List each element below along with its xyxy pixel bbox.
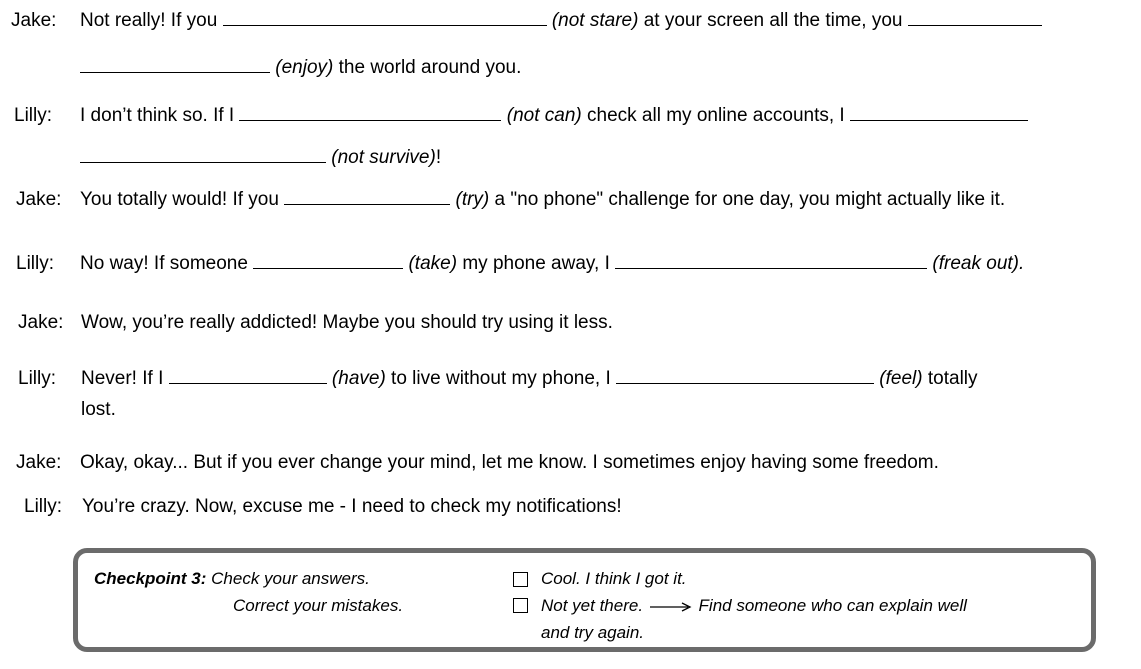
- answer-blank[interactable]: [80, 56, 270, 73]
- line-text: (not survive)!: [80, 146, 441, 170]
- speaker-label: Jake:: [11, 10, 57, 31]
- option-not-yet-continued: and try again.: [541, 623, 645, 642]
- line-text: No way! If someone (take) my phone away, I (freak out).: [80, 253, 1025, 274]
- arrow-right-icon: [648, 601, 694, 613]
- verb-hint: (feel): [879, 368, 923, 389]
- speaker-label: Lilly:: [18, 368, 57, 389]
- answer-blank[interactable]: [223, 9, 547, 26]
- answer-blank[interactable]: [239, 104, 501, 121]
- verb-hint: (have): [331, 368, 386, 389]
- speaker-label: Jake:: [16, 189, 62, 210]
- speaker-label: Jake:: [18, 312, 64, 333]
- answer-blank[interactable]: [253, 252, 403, 269]
- line-text: You’re crazy. Now, excuse me - I need to check my notifications!: [82, 496, 622, 517]
- checkpoint-instruction: Correct your mistakes.: [233, 596, 404, 615]
- verb-hint: (not can): [506, 105, 582, 126]
- verb-hint: (not stare): [551, 10, 639, 31]
- line-text: Wow, you’re really addicted! Maybe you should try using it less.: [81, 312, 613, 333]
- answer-blank[interactable]: [169, 367, 327, 384]
- line-text: You totally would! If you (try) a "no phone" challenge for one day, you might actually like it.: [80, 189, 1006, 210]
- option-got-it: Cool. I think I got it.: [541, 569, 687, 588]
- checkpoint-instruction: Check your answers.: [211, 569, 370, 588]
- speaker-label: Jake:: [16, 452, 62, 473]
- answer-blank[interactable]: [616, 367, 874, 384]
- checkbox-got-it[interactable]: [513, 572, 528, 587]
- answer-blank[interactable]: [615, 252, 927, 269]
- answer-blank[interactable]: [908, 9, 1042, 26]
- answer-blank[interactable]: [80, 146, 326, 163]
- option-not-yet: Not yet there. Find someone who can explain well: [541, 596, 967, 615]
- verb-hint: (enjoy): [275, 57, 334, 78]
- line-text: Okay, okay... But if you ever change your mind, let me know. I sometimes enjoy having some freedom.: [80, 452, 939, 473]
- line-text: lost.: [81, 399, 116, 420]
- speaker-label: Lilly:: [14, 105, 53, 126]
- line-text: Never! If I (have) to live without my phone, I (feel) totally: [81, 368, 978, 389]
- line-text: (enjoy) the world around you.: [80, 56, 521, 80]
- speaker-label: Lilly:: [24, 496, 63, 517]
- checkpoint-title: Checkpoint 3:: [94, 569, 207, 588]
- speaker-label: Lilly:: [16, 253, 55, 274]
- verb-hint: (take): [408, 253, 458, 274]
- verb-hint: (try): [455, 189, 490, 210]
- checkpoint-heading: [94, 567, 370, 591]
- line-text: Not really! If you (not stare) at your screen all the time, you: [80, 9, 1042, 33]
- verb-hint: (not survive): [331, 147, 436, 168]
- line-text: I don’t think so. If I (not can) check all my online accounts, I: [80, 104, 1028, 128]
- verb-hint: (freak out).: [932, 253, 1025, 274]
- answer-blank[interactable]: [284, 188, 450, 205]
- checkbox-not-yet[interactable]: [513, 598, 528, 613]
- answer-blank[interactable]: [850, 104, 1028, 121]
